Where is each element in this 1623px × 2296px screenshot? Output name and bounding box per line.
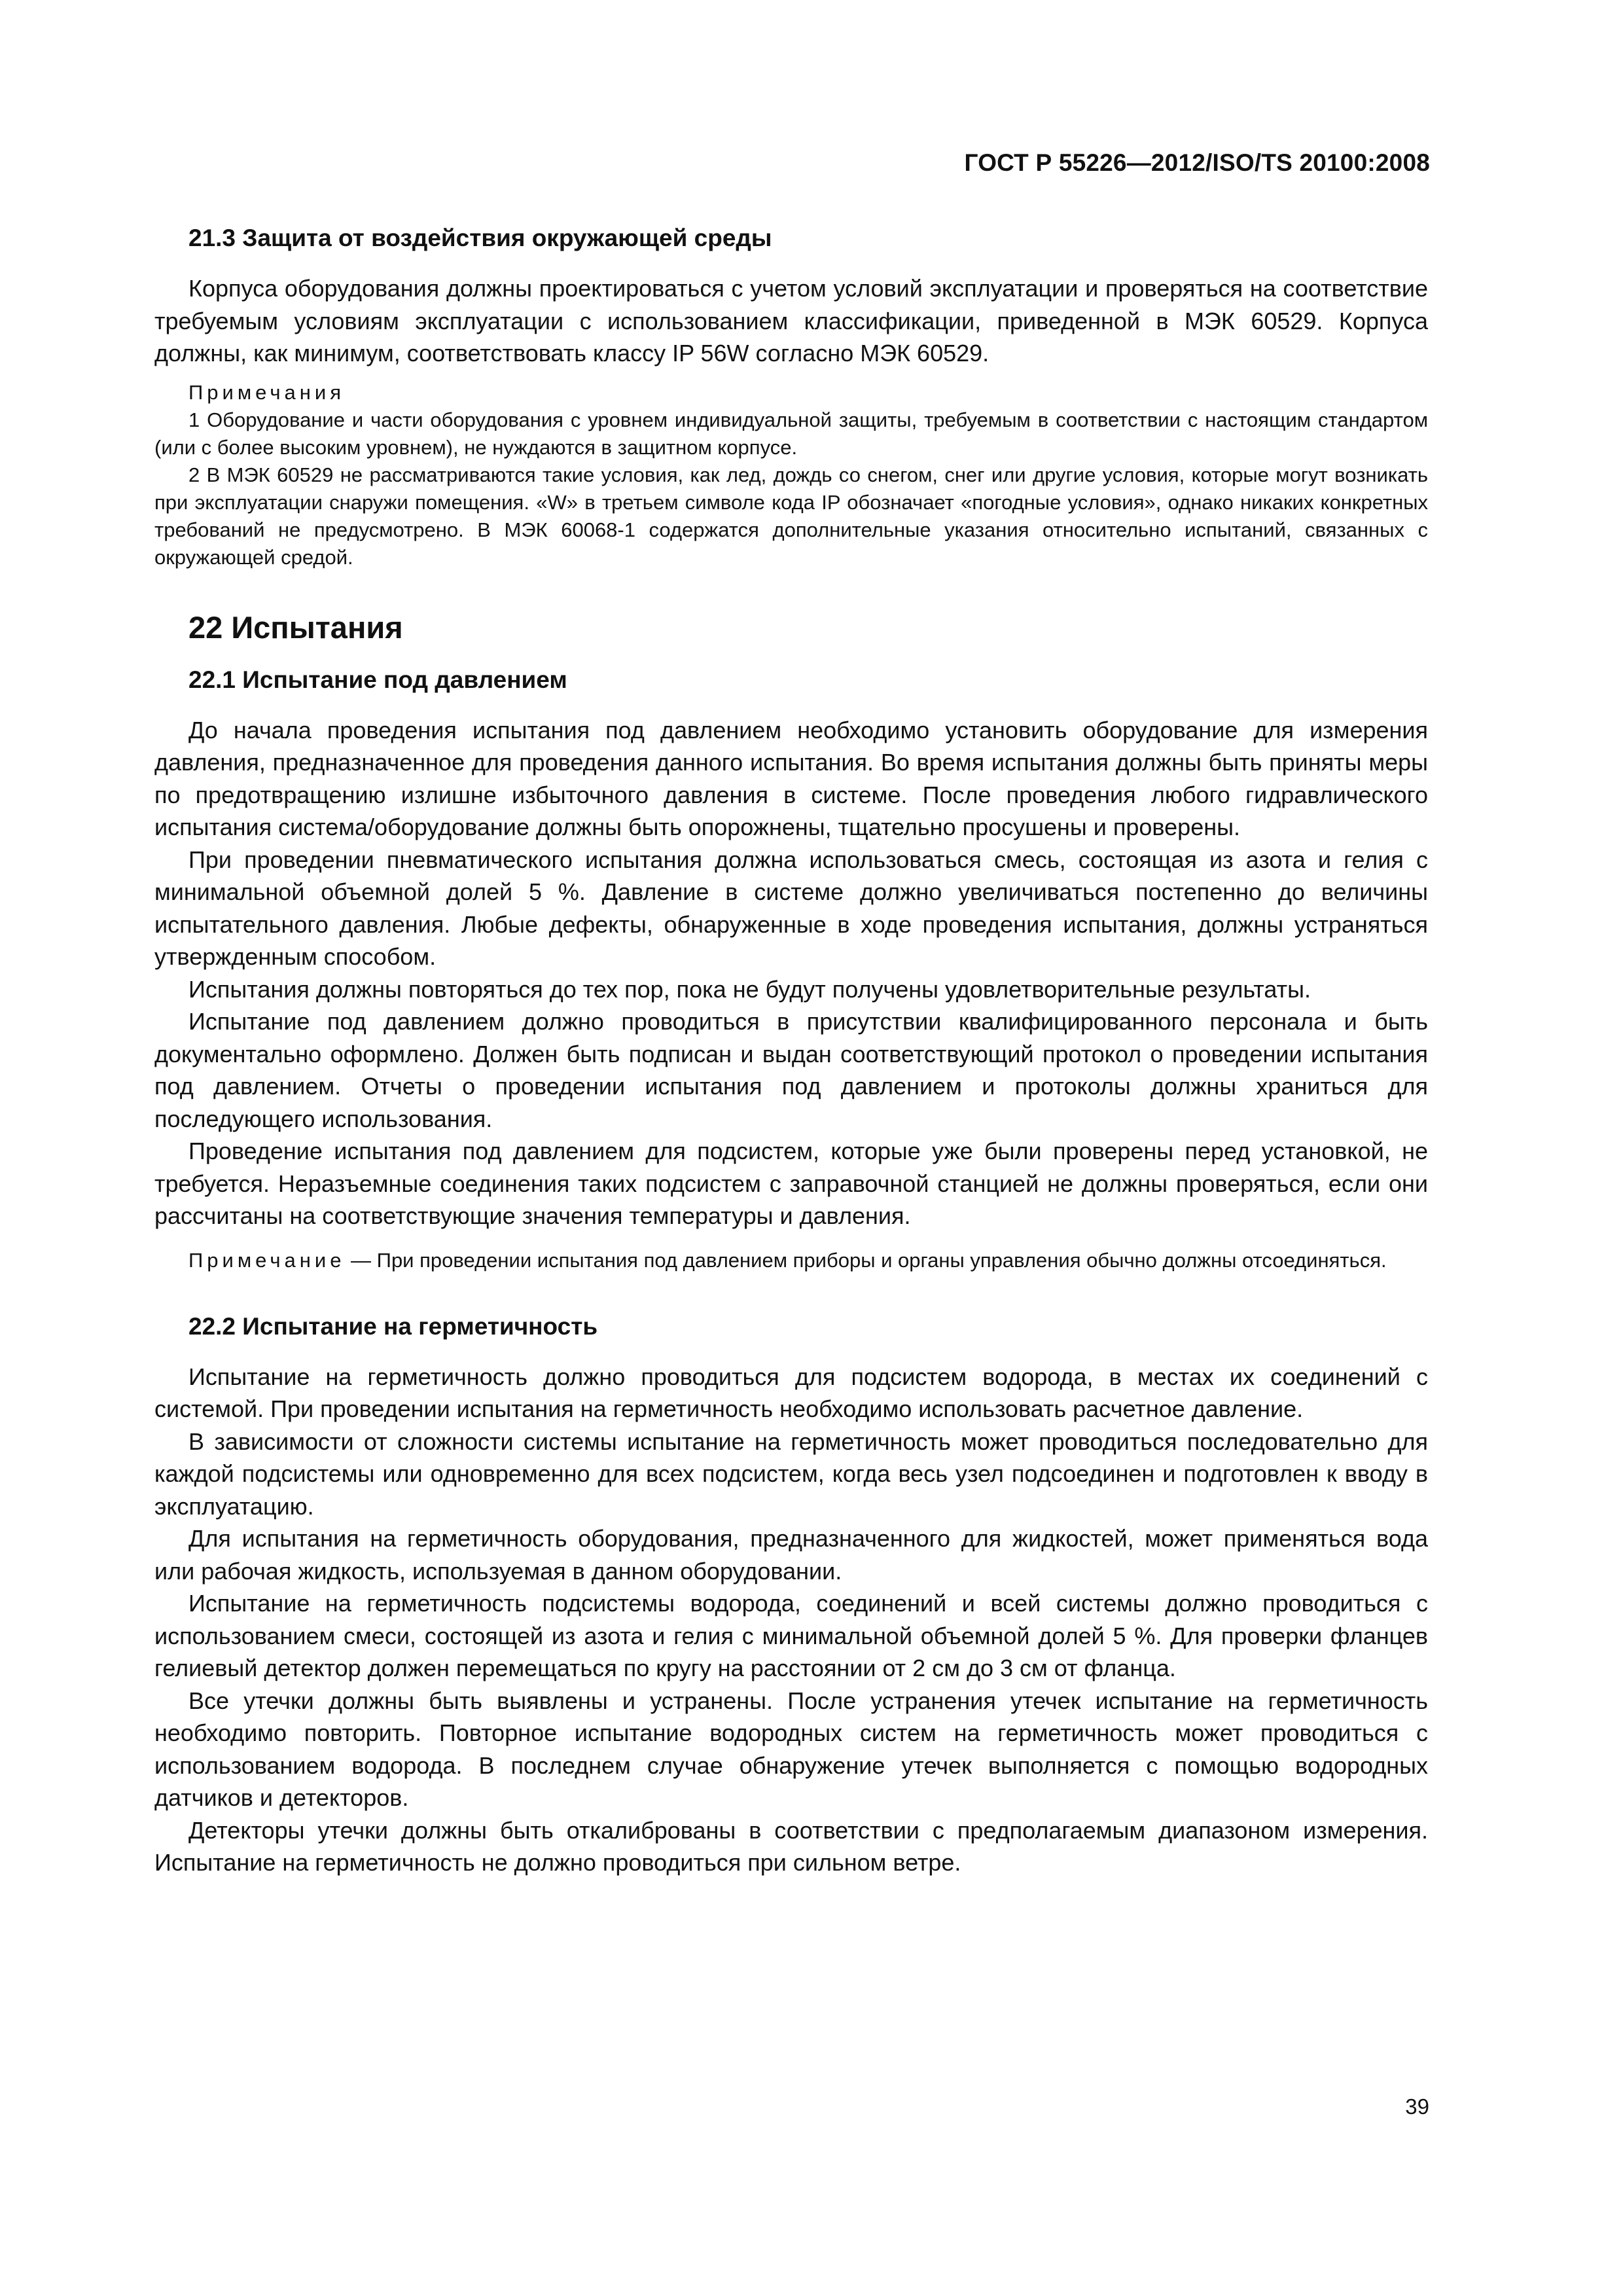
- section-21-3-title: 21.3 Защита от воздействия окружающей среды: [188, 224, 772, 251]
- note-1: 1 Оборудование и части оборудования с уровнем индивидуальной защиты, требуемым в соответствии с настоящим стандартом (или с более высоким уровнем), не нуждаются в защитном корпусе.: [154, 408, 1428, 459]
- section-22-1-paragraph: Испытание под давлением должно проводиться в присутствии квалифицированного персонала и быть документально оформлено. Должен быть подписан и выдан соответствующий протокол о проведении испытания под давлением. Отчеты о проведении испытания под давлением и протоколы должны храниться для последующего использования.: [154, 1008, 1428, 1132]
- section-22-1-paragraph: При проведении пневматического испытания должна использоваться смесь, состоящая из азота и гелия с минимальной объемной долей 5 %. Давление в системе должно увеличиваться постепенно до величины испытательного давления. Любые дефекты, обнаруженные в ходе проведения испытания, должны устраняться утвержденным способом.: [154, 846, 1428, 970]
- section-22-2-title: 22.2 Испытание на герметичность: [188, 1312, 598, 1340]
- section-22-2-paragraph: Испытание на герметичность должно проводиться для подсистем водорода, в местах их соединений с системой. При проведении испытания на герметичность необходимо использовать расчетное давление.: [154, 1363, 1428, 1422]
- standard-header: ГОСТ Р 55226—2012/ISO/TS 20100:2008: [964, 149, 1430, 176]
- section-22-1-paragraph: Проведение испытания под давлением для подсистем, которые уже были проверены перед установкой, не требуется. Неразъемные соединения таких подсистем с заправочной станцией не должны проверяться, если они рассчитаны на соответствующие значения температуры и давления.: [154, 1138, 1428, 1229]
- section-22-1-title: 22.1 Испытание под давлением: [188, 666, 567, 693]
- note-text: — При проведении испытания под давлением приборы и органы управления обычно должны отсоединяться.: [345, 1248, 1387, 1272]
- section-22-1-note: [154, 1247, 1428, 1274]
- page-content: [154, 223, 1428, 1879]
- section-22-2-paragraph: В зависимости от сложности системы испытание на герметичность может проводиться последовательно для каждой подсистемы или одновременно для всех подсистем, когда весь узел подсоединен и подготовлен к вводу в эксплуатацию.: [154, 1427, 1428, 1520]
- section-22-2-paragraph: Испытание на герметичность подсистемы водорода, соединений и всей системы должно проводиться с использованием смеси, состоящей из азота и гелия с минимальной объемной долей 5 %. Для проверки фланцев гелиевый детектор должен перемещаться по кругу на расстоянии от 2 см до 3 см от фланца.: [154, 1590, 1428, 1681]
- notes-title: Примечания: [188, 380, 345, 404]
- page-number: 39: [1405, 2094, 1429, 2119]
- section-22-title: 22 Испытания: [188, 609, 403, 645]
- section-22-2-paragraph: Для испытания на герметичность оборудования, предназначенного для жидкостей, может применяться вода или рабочая жидкость, используемая в данном оборудовании.: [154, 1525, 1428, 1585]
- note-label: Примечание: [188, 1248, 346, 1272]
- section-22-2-paragraph: Все утечки должны быть выявлены и устранены. После устранения утечек испытание на герметичность необходимо повторить. Повторное испытание водородных систем на герметичность может проводиться с использованием водорода. В последнем случае обнаружение утечек выполняется с помощью водородных датчиков и детекторов.: [154, 1687, 1428, 1811]
- section-22-2-paragraph: Детекторы утечки должны быть откалиброваны в соответствии с предполагаемым диапазоном измерения. Испытание на герметичность не должно проводиться при сильном ветре.: [154, 1816, 1428, 1876]
- note-2: 2 В МЭК 60529 не рассматриваются такие условия, как лед, дождь со снегом, снег или другие условия, которые могут возникать при эксплуатации снаружи помещения. «W» в третьем символе кода IP обозначает «погодные условия», однако никаких конкретных требований не предусмотрено. В МЭК 60068-1 содержатся дополнительные указания относительно испытаний, связанных с окружающей средой.: [154, 463, 1428, 569]
- section-22-1-paragraph: Испытания должны повторяться до тех пор, пока не будут получены удовлетворительные результаты.: [188, 975, 1311, 1003]
- section-22-1-paragraph: До начала проведения испытания под давлением необходимо установить оборудование для измерения давления, предназначенное для проведения данного испытания. Во время испытания должны быть приняты меры по предотвращению излишне избыточного давления в системе. После проведения любого гидравлического испытания система/оборудование должны быть опорожнены, тщательно просушены и проверены.: [154, 716, 1428, 840]
- section-21-3-paragraph: Корпуса оборудования должны проектироваться с учетом условий эксплуатации и проверяться на соответствие требуемым условиям эксплуатации с использованием классификации, приведенной в МЭК 60529. Корпуса должны, как минимум, соответствовать классу IP 56W согласно МЭК 60529.: [154, 275, 1428, 367]
